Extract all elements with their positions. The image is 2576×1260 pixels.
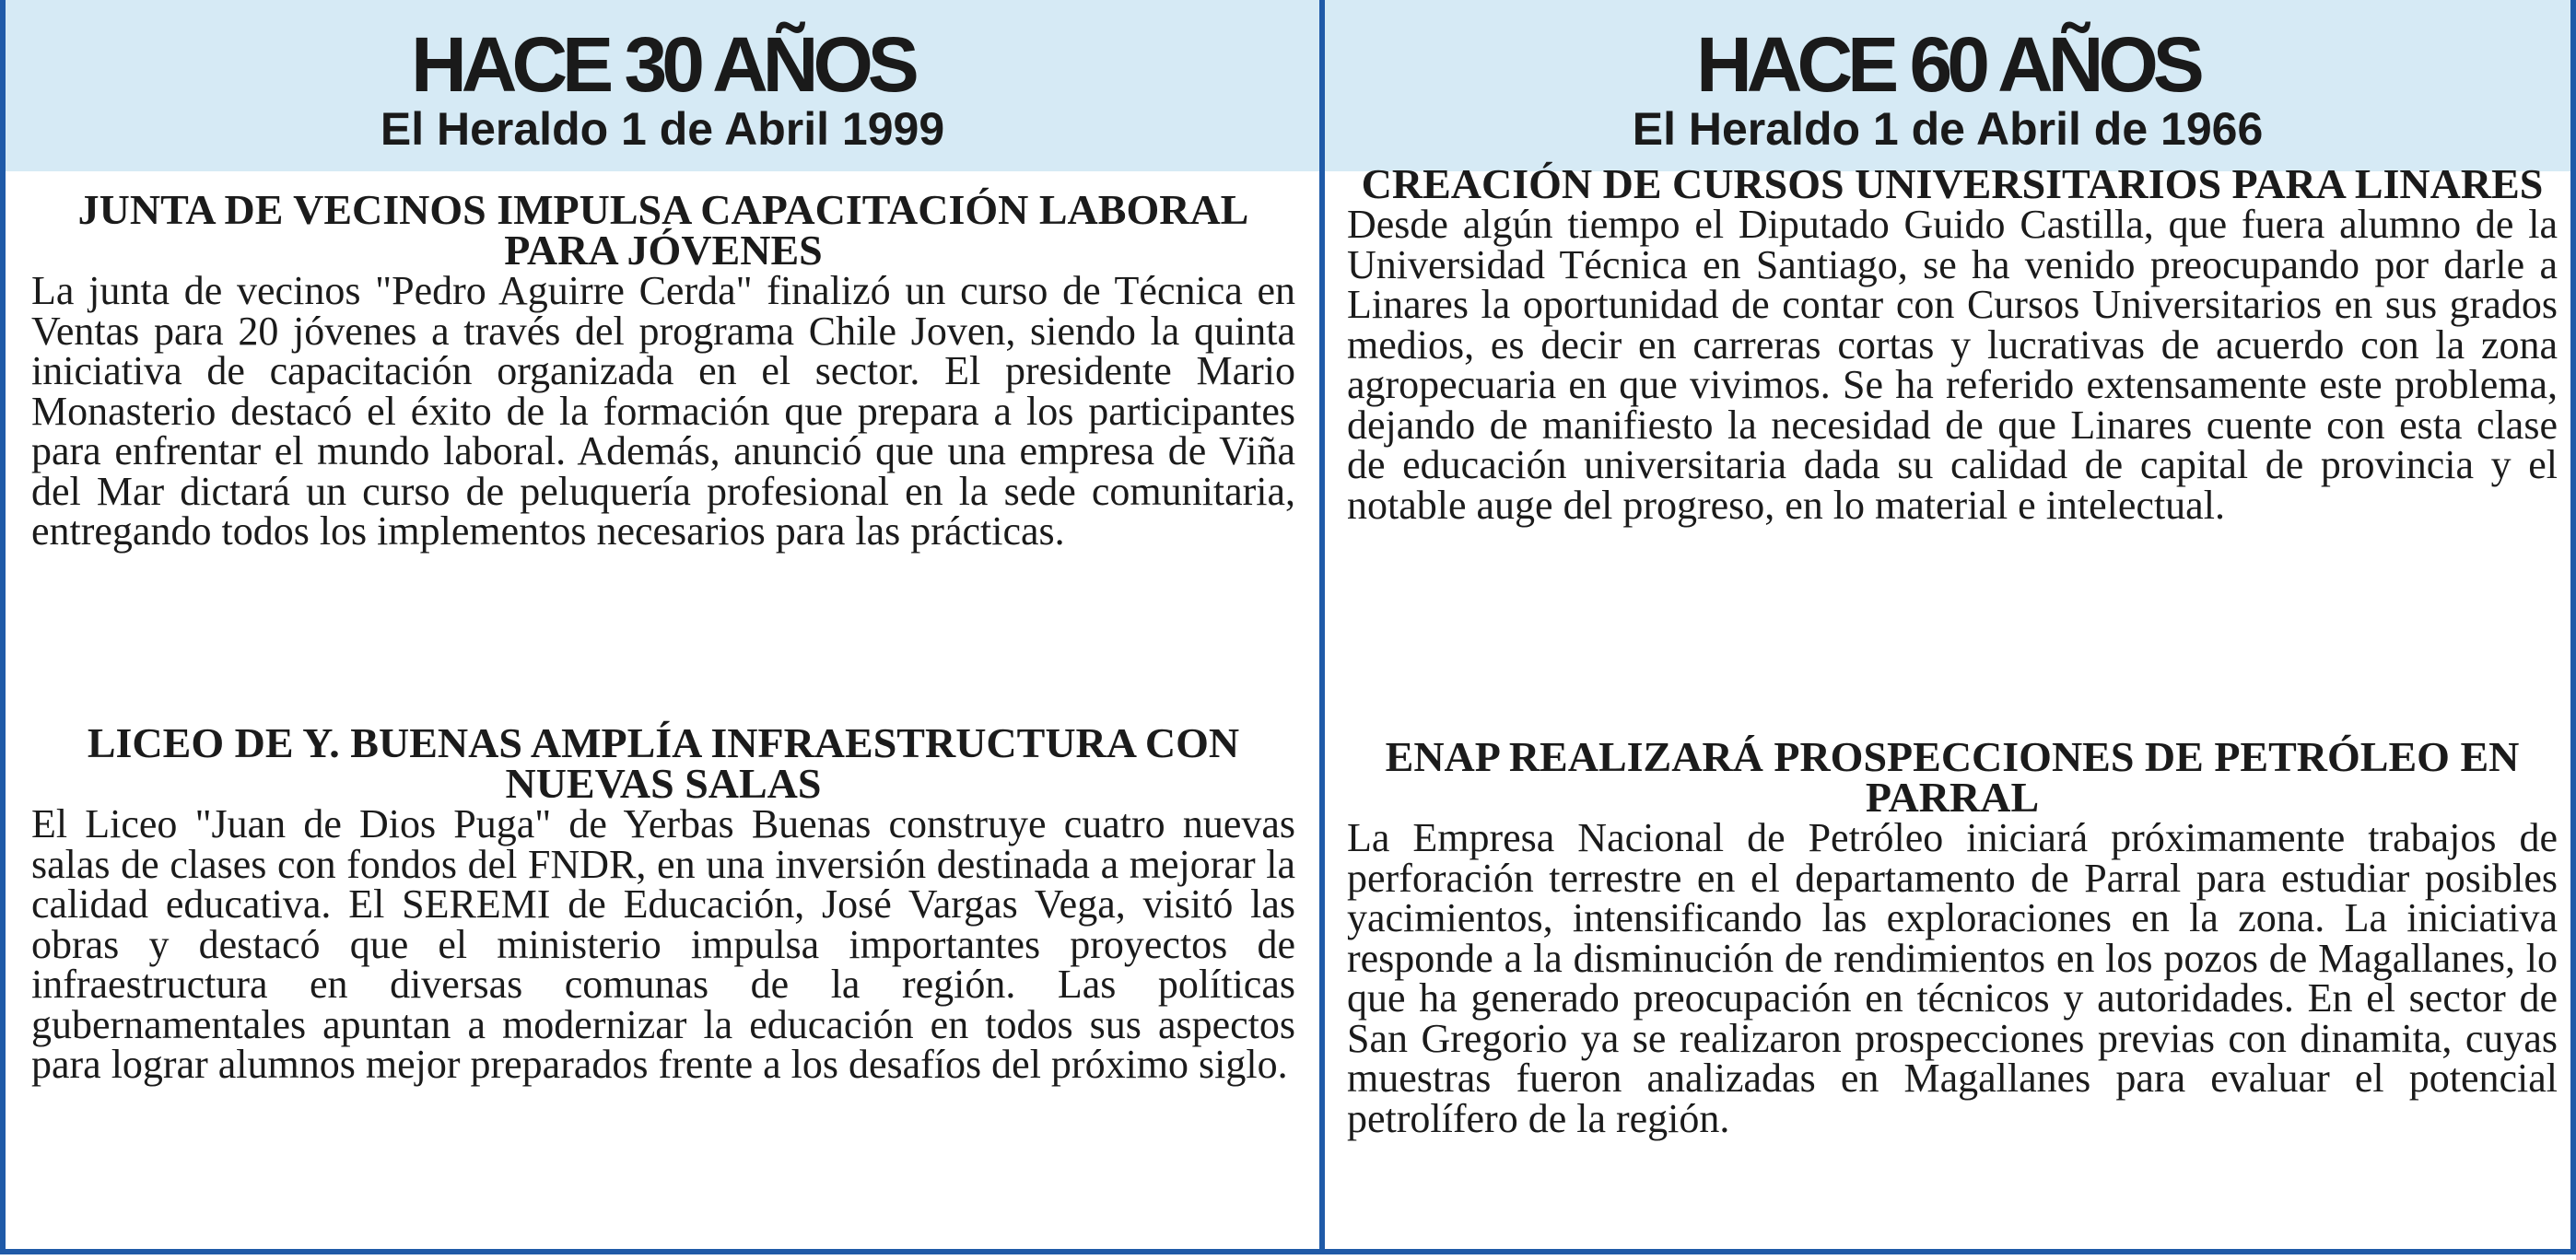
column-subtitle: El Heraldo 1 de Abril de 1966 <box>1632 103 2264 155</box>
column-hace-60-anos <box>1325 0 2570 1141</box>
article-headline: CREACIÓN DE CURSOS UNIVERSITARIOS PARA LINARES <box>1361 160 2544 207</box>
column-hace-30-anos <box>6 0 1319 1087</box>
column-title: HACE 30 AÑOS <box>411 21 914 108</box>
column-title: HACE 60 AÑOS <box>1696 21 2199 108</box>
article-headline: JUNTA DE VECINOS IMPULSA CAPACITACIÓN LABORAL PARA JÓVENES <box>77 186 1249 274</box>
article-enap-parral <box>1347 733 2558 1141</box>
column-divider <box>1319 0 1325 1249</box>
article-body: La junta de vecinos "Pedro Aguirre Cerda" finalizó un curso de Técnica en Ventas para 20 jóvenes a través del programa Chile Joven, siendo la quinta iniciativa de capacitación organizada en el sector. El presidente Mario Monasterio destacó el éxito de la formación que prepara a los participantes para enfrentar el mundo laboral. Además, anunció que una empresa de Viña del Mar dictará un curso de peluquería profesional en la sede comunitaria, entregando todos los implementos necesarios para las prácticas. <box>31 268 1295 554</box>
article-liceo-yerbas-buenas <box>31 719 1295 1087</box>
article-junta-de-vecinos <box>31 186 1295 554</box>
column-header <box>6 0 1319 171</box>
article-body: Desde algún tiempo el Diputado Guido Castilla, que fuera alumno de la Universidad Técnica en Santiago, se ha venido preocupando por darle a Linares la oportunidad de contar con Cursos Universitarios en sus grados medios, es decir en carreras cortas y lucrativas de acuerdo con la zona agropecuaria en que vivimos. Se ha referido extensamente este problema, dejando de manifiesto la necesidad de que Linares cuente con esta clase de educación universitaria dada su calidad de capital de provincia y el notable auge del progreso, en lo material e intelectual. <box>1347 202 2558 528</box>
article-headline: ENAP REALIZARÁ PROSPECCIONES DE PETRÓLEO EN PARRAL <box>1385 733 2520 821</box>
article-headline: LICEO DE Y. BUENAS AMPLÍA INFRAESTRUCTURA CON NUEVAS SALAS <box>87 719 1240 807</box>
column-subtitle: El Heraldo 1 de Abril 1999 <box>380 103 945 155</box>
article-body: El Liceo "Juan de Dios Puga" de Yerbas Buenas construye cuatro nuevas salas de clases con fondos del FNDR, en una inversión destinada a mejorar la calidad educativa. El SEREMI de Educación, José Vargas Vega, visitó las obras y destacó que el ministerio impulsa importantes proyectos de infraestructura en diversas comunas de la región. Las políticas gubernamentales apuntan a modernizar la educación en todos sus aspectos para lograr alumnos mejor preparados frente a los desafíos del próximo siglo. <box>31 801 1295 1087</box>
article-body: La Empresa Nacional de Petróleo iniciará próximamente trabajos de perforación terrestre en el departamento de Parral para estudiar posibles yacimientos, intensificando las exploraciones en la zona. La iniciativa responde a la disminución de rendimientos en los pozos de Magallanes, lo que ha generado preocupación en técnicos y autoridades. En el sector de San Gregorio ya se realizaron prospecciones previas con dinamita, cuyas muestras fueron analizadas en Magallanes para evaluar el potencial petrolífero de la región. <box>1347 815 2558 1141</box>
column-header <box>1325 0 2570 171</box>
article-cursos-universitarios <box>1347 160 2558 528</box>
